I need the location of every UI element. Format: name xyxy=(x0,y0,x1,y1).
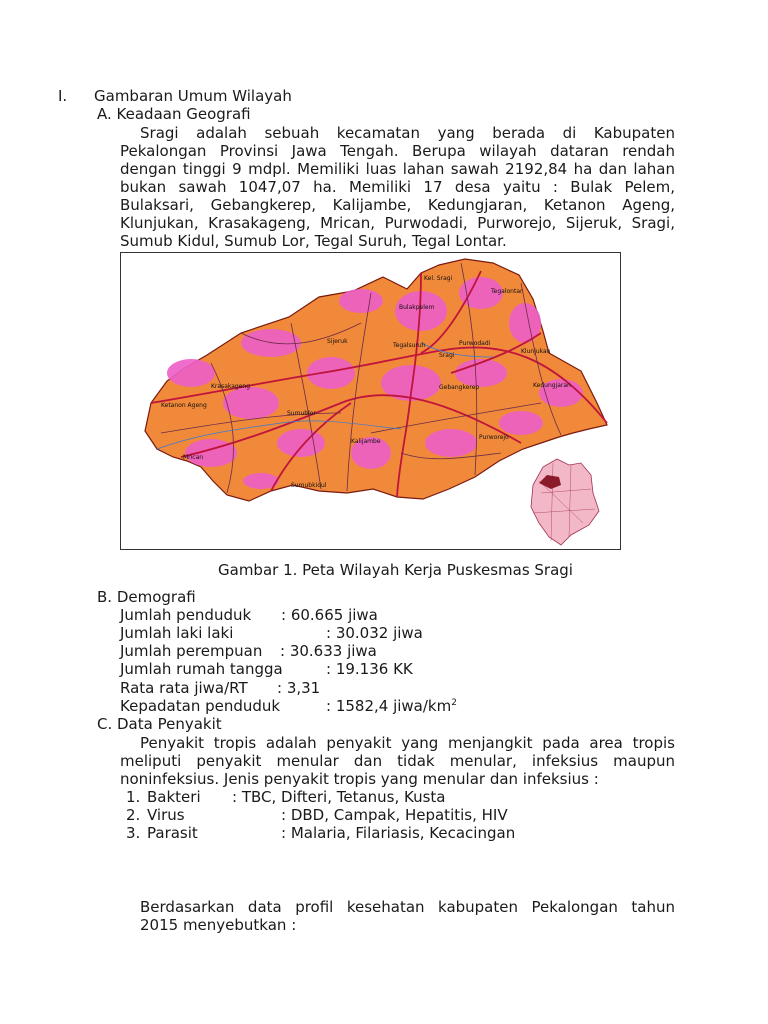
map-figure xyxy=(120,252,621,550)
map-label-kedungjaran: Kedungjaran xyxy=(533,382,571,389)
map-label-purwodadi: Purwodadi xyxy=(459,340,491,347)
penyakit-item-3-num: 3. xyxy=(126,824,141,842)
demografi-label-kepadatan: Kepadatan penduduk xyxy=(120,697,281,715)
section-numeral: I. xyxy=(58,87,68,105)
geografi-line-2: Pekalongan Provinsi Jawa Tengah. Berupa wilayah dataran rendah xyxy=(120,142,675,160)
demografi-value-perempuan: : 30.633 jiwa xyxy=(280,642,377,660)
demografi-label-penduduk: Jumlah penduduk xyxy=(120,606,252,624)
penyakit-item-1-num: 1. xyxy=(126,788,141,806)
demografi-value-kepadatan: : 1582,4 jiwa/$km^2$ xyxy=(326,697,457,715)
penyakit-item-1-value: : TBC, Difteri, Tetanus, Kusta xyxy=(232,788,446,806)
penyakit-item-1-label: Bakteri xyxy=(147,788,201,806)
demografi-value-laki: : 30.032 jiwa xyxy=(326,624,423,642)
geografi-line-4: bukan sawah 1047,07 ha. Memiliki 17 desa yaitu : Bulak Pelem, xyxy=(120,178,675,196)
geografi-line-1: Sragi adalah sebuah kecamatan yang berada di Kabupaten xyxy=(140,124,675,142)
map-caption: Gambar 1. Peta Wilayah Kerja Puskesmas Sragi xyxy=(218,561,573,579)
map-label-kalijambe: Kalijambe xyxy=(351,438,381,445)
map-label-krasakageng: Krasakageng xyxy=(211,383,251,390)
penyakit-line-1: Penyakit tropis adalah penyakit yang menjangkit pada area tropis xyxy=(140,734,675,752)
demografi-label-rumah-tangga: Jumlah rumah tangga xyxy=(120,660,283,678)
penyakit-line-2: meliputi penyakit menular dan tidak menular, infeksius maupun xyxy=(120,752,675,770)
region-map xyxy=(121,253,620,549)
map-label-bulakpelem: Bulakpelem xyxy=(399,304,435,311)
demografi-label-rata-rata: Rata rata jiwa/RT xyxy=(120,679,248,697)
map-label-klunjukan: Klunjukan xyxy=(521,348,551,355)
closing-line-2: 2015 menyebutkan : xyxy=(140,916,297,934)
demografi-heading: B. Demografi xyxy=(97,588,196,606)
map-label-sijeruk: Sijeruk xyxy=(327,338,348,345)
penyakit-item-2-value: : DBD, Campak, Hepatitis, HIV xyxy=(281,806,508,824)
demografi-label-perempuan: Jumlah perempuan xyxy=(120,642,263,660)
penyakit-item-2-num: 2. xyxy=(126,806,141,824)
penyakit-item-3-value: : Malaria, Filariasis, Kecacingan xyxy=(281,824,516,842)
geografi-heading: A. Keadaan Geografi xyxy=(97,105,251,123)
map-label-mrican: Mrican xyxy=(183,454,204,461)
geografi-line-6: Klunjukan, Krasakageng, Mrican, Purwodadi, Purworejo, Sijeruk, Sragi, xyxy=(120,214,675,232)
map-label-tegalontar: Tegalontar xyxy=(491,288,523,295)
map-label-ketanon-ageng: Ketanon Ageng xyxy=(161,402,207,409)
demografi-value-rumah-tangga: : 19.136 KK xyxy=(326,660,413,678)
map-label-sragi: Sragi xyxy=(439,352,455,359)
map-label-sumublor: Sumublor xyxy=(287,410,316,417)
inset-map xyxy=(531,459,599,545)
map-label-purworejo: Purworejo xyxy=(479,434,509,441)
demografi-value-penduduk: : 60.665 jiwa xyxy=(281,606,378,624)
penyakit-item-3-label: Parasit xyxy=(147,824,198,842)
closing-line-1: Berdasarkan data profil kesehatan kabupaten Pekalongan tahun xyxy=(140,898,675,916)
map-label-kel-sragi: Kel. Sragi xyxy=(424,275,453,282)
section-title: Gambaran Umum Wilayah xyxy=(94,87,292,105)
penyakit-item-2-label: Virus xyxy=(147,806,185,824)
map-label-sumubkidul: Sumubkidul xyxy=(291,482,327,489)
demografi-value-rata-rata: : 3,31 xyxy=(277,679,321,697)
geografi-line-3: dengan tinggi 9 mdpl. Memiliki luas lahan sawah 2192,84 ha dan lahan xyxy=(120,160,675,178)
penyakit-heading: C. Data Penyakit xyxy=(97,715,222,733)
geografi-line-7: Sumub Kidul, Sumub Lor, Tegal Suruh, Tegal Lontar. xyxy=(120,232,507,250)
map-label-tegalsuruh: Tegalsuruh xyxy=(393,342,426,349)
penyakit-line-3: noninfeksius. Jenis penyakit tropis yang menular dan infeksius : xyxy=(120,770,599,788)
map-label-gebangkerep: Gebangkerep xyxy=(439,384,480,391)
geografi-line-5: Bulaksari, Gebangkerep, Kalijambe, Kedungjaran, Ketanon Ageng, xyxy=(120,196,675,214)
demografi-label-laki: Jumlah laki laki xyxy=(120,624,234,642)
